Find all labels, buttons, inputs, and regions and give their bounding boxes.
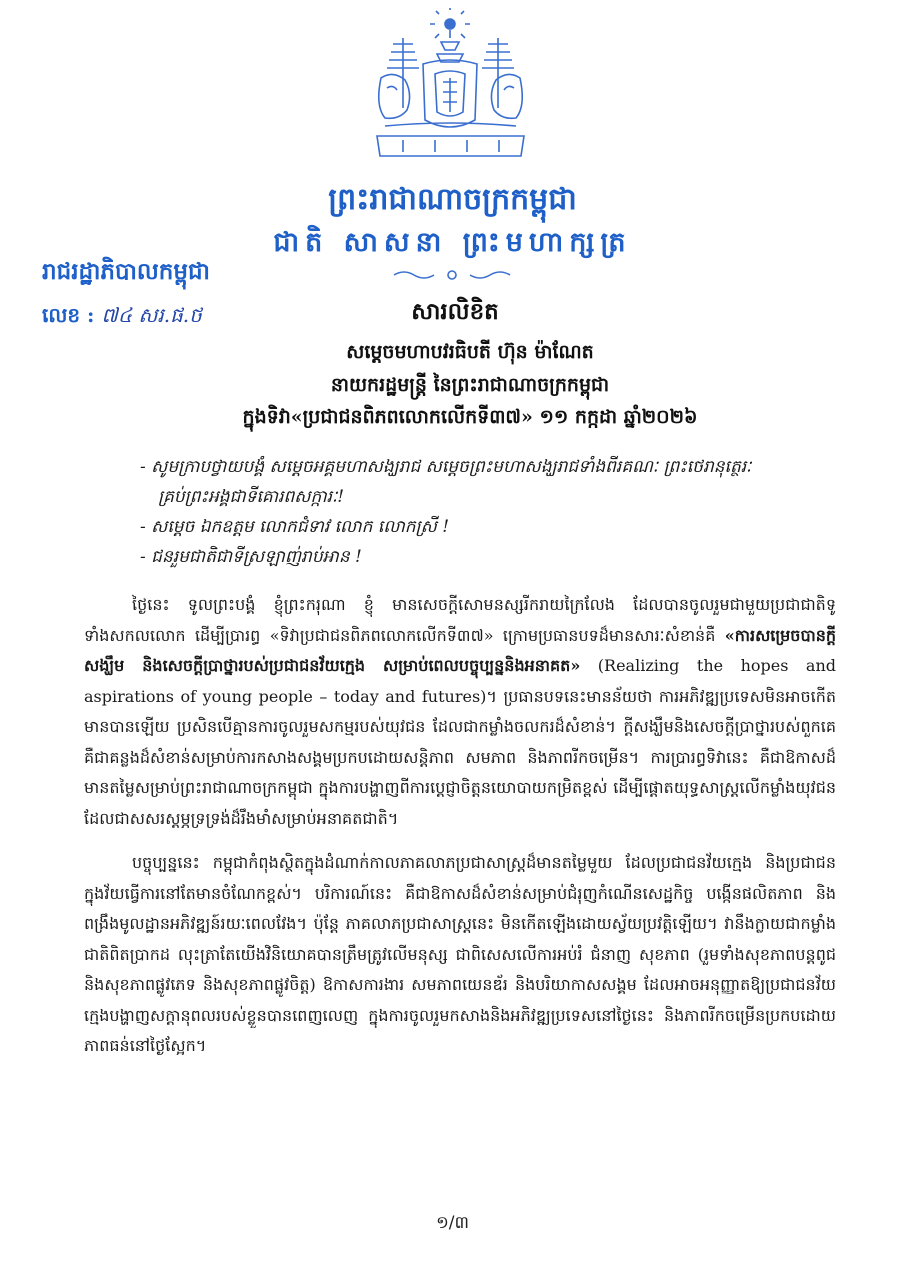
page-number: ១/៣ (435, 1213, 470, 1233)
paragraph-text: ។ ប្រធានបទនេះមានន័យថា ការអភិវឌ្ឍប្រទេសមិនអាចកើតមានបានឡើយ ប្រសិនបើគ្មានការចូលរួមសកម្មរបស់យុវជន ដែលជាកម្លាំងចលករដ៏សំខាន់។ ក្ដីសង្ឃឹមនិងសេចក្ដីប្រាថ្នារបស់ពួកគេ គឺជាគន្លងដ៏សំខាន់សម្រាប់ការកសាងសង្គមប្រកបដោយសន្តិភាព សមភាព និងភាពរីកចម្រើន។ ការប្រារព្ធទិវានេះ គឺជាឱកាសដ៏មានតម្លៃសម្រាប់ព្រះរាជាណាចក្រកម្ពុជា ក្នុងការបង្ហាញពីការប្ដេជ្ញាចិត្តនយោបាយកម្រិតខ្ពស់ ដើម្បីផ្ដោតយុទ្ធសាស្ត្រលើកម្លាំងយុវជន ដែលជាសសរស្ដម្ភទ្រទ្រង់ដ៏រឹងមាំសម្រាប់អនាគតជាតិ។ (84, 686, 837, 828)
kingdom-name: ព្រះរាជាណាចក្រកម្ពុជា (328, 182, 577, 217)
salutations (140, 452, 840, 572)
royal-arms-icon (363, 8, 538, 168)
salutation-line: គ្រប់ព្រះអង្គជាទីគោរពសក្ការៈ! (158, 487, 345, 507)
reference-label: លេខ : (42, 303, 95, 327)
body-paragraph (84, 590, 836, 834)
sender-name: សម្ដេចមហាបវរធិបតី ហ៊ុន ម៉ាណែត (346, 341, 594, 363)
divider-ornament-icon (392, 268, 512, 282)
issuing-government: រាជរដ្ឋាភិបាលកម្ពុជា (42, 258, 210, 285)
salutation-line: - ជនរួមជាតិជាទីស្រឡាញ់រាប់អាន ! (140, 547, 362, 567)
document-type: សារលិខិត (411, 298, 499, 325)
reference-value: ៧៤ សរ.ផ.ថ (101, 303, 202, 327)
letter-body (84, 590, 836, 1076)
theme-english: (Realizing the hopes and aspirations of young people – today and futures) (84, 656, 836, 706)
salutation-line: - សូមក្រាបថ្វាយបង្គំ សម្ដេចអគ្គមហាសង្ឃរាជ សម្ដេចព្រះមហាសង្ឃរាជទាំងពីរគណៈ ព្រះថេរានុត្ថេរៈ (140, 457, 752, 477)
national-motto: ជាតិ សាសនា ព្រះមហាក្សត្រ (273, 227, 632, 258)
theme-khmer: «ការសម្រេចបានក្ដីសង្ឃឹម និងសេចក្ដីប្រាថ្នារបស់ប្រជាជនវ័យក្មេង សម្រាប់ពេលបច្ចុប្បន្ននិងអនាគត» (84, 625, 836, 675)
body-paragraph: បច្ចុប្បន្ននេះ កម្ពុជាកំពុងស្ថិតក្នុងដំណាក់កាលភាគលាភប្រជាសាស្ត្រដ៏មានតម្លៃមួយ ដែលប្រជាជនវ័យក្មេង និងប្រជាជនក្នុងវ័យធ្វើការនៅតែមានចំណែកខ្ពស់។ បរិការណ៍នេះ គឺជាឱកាសដ៏សំខាន់សម្រាប់ជំរុញកំណើនសេដ្ឋកិច្ច បង្កើនផលិតភាព និងពង្រឹងមូលដ្ឋានអភិវឌ្ឍន៍រយៈពេលវែង។ ប៉ុន្តែ ភាគលាភប្រជាសាស្ត្រនេះ មិនកើតឡើងដោយស្វ័យប្រវត្តិឡើយ។ វានឹងក្លាយជាកម្លាំងជាតិពិតប្រាកដ លុះត្រាតែយើងវិនិយោគបានត្រឹមត្រូវលើមនុស្ស ជាពិសេសលើការអប់រំ ជំនាញ សុខភាព (រួមទាំងសុខភាពបន្តពូជនិងសុខភាពផ្លូវភេទ និងសុខភាពផ្លូវចិត្ត) ឱកាសការងារ សមភាពយេនឌ័រ និងបរិយាកាសសង្គម ដែលអាចអនុញ្ញាតឱ្យប្រជាជនវ័យក្មេងបង្ហាញសក្ដានុពលរបស់ខ្លួនបានពេញលេញ ក្នុងការចូលរួមកសាងនិងអភិវឌ្ឍប្រទេសនៅថ្ងៃនេះ និងភាពរីកចម្រើនប្រកបដោយភាពធន់នៅថ្ងៃស្អែក។ (84, 853, 836, 1055)
paragraph-text: ថ្ងៃនេះ ទូលព្រះបង្គំ ខ្ញុំព្រះករុណា ខ្ញុំ មានសេចក្ដីសោមនស្សរីករាយក្រៃលែង ដែលបានចូលរួមជាមួយប្រជាជាតិទូទាំងសកលលោក ដើម្បីប្រារព្ធ «ទិវាប្រជាជនពិភពលោកលើកទី៣៧» ក្រោមប្រធានបទដ៏មានសារៈសំខាន់គឺ (84, 595, 836, 645)
salutation-line: - សម្ដេច ឯកឧត្ដម លោកជំទាវ លោក លោកស្រី ! (140, 517, 450, 537)
occasion-line: ក្នុងទិវា«ប្រជាជនពិភពលោកលើកទី៣៧» ១១ កក្កដា ឆ្នាំ២០២៦ (242, 406, 698, 428)
sender-position: នាយករដ្ឋមន្ត្រី នៃព្រះរាជាណាចក្រកម្ពុជា (330, 374, 610, 396)
reference-number (42, 302, 202, 332)
